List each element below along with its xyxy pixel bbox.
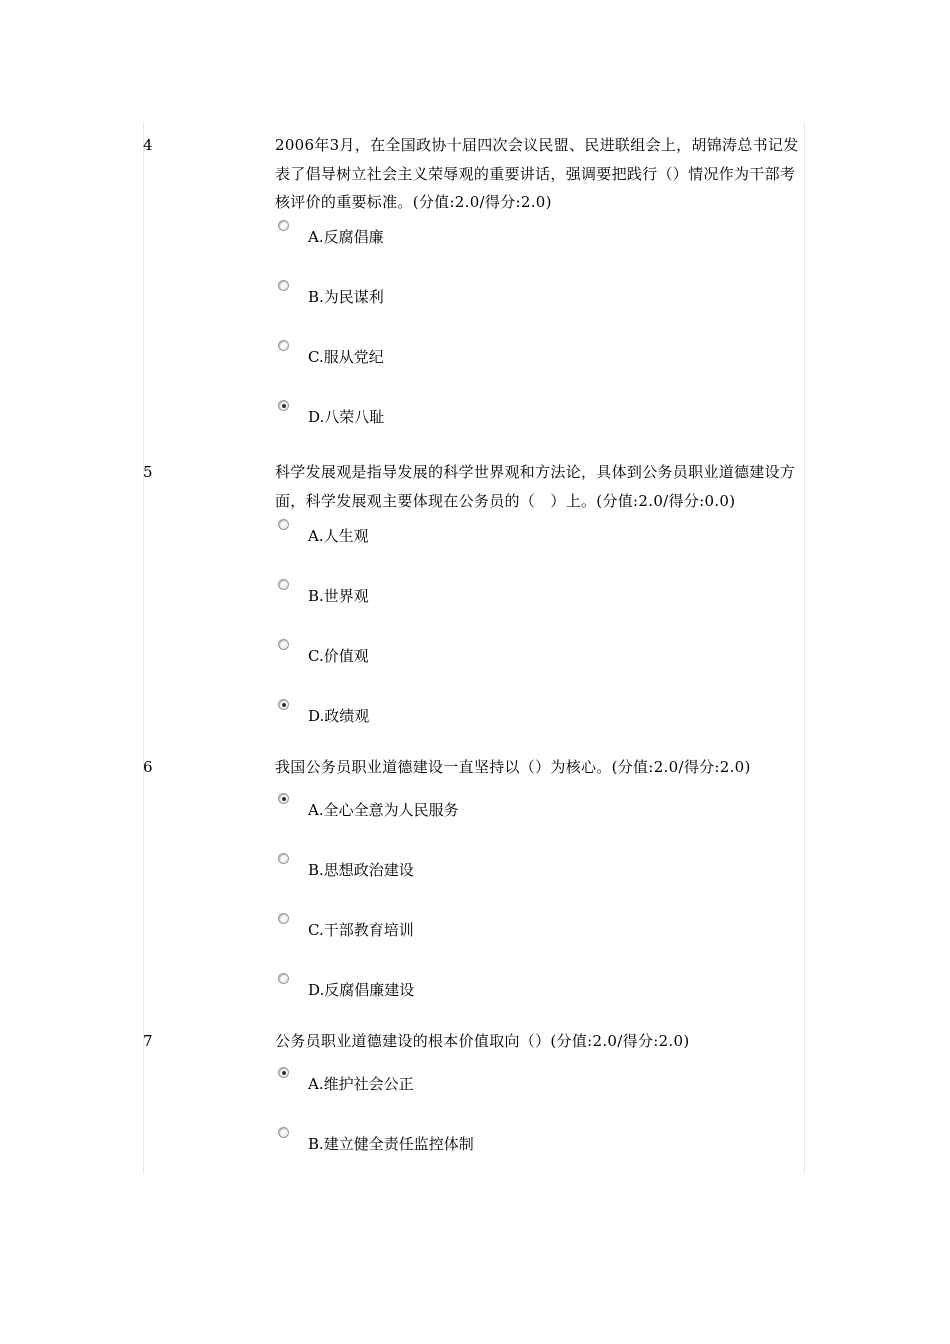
question-text: 2006年3月，在全国政协十届四次会议民盟、民进联组会上，胡锦涛总书记发表了倡导树立社会主义荣辱观的重要讲话，强调要把践行（）情况作为干部考核评价的重要标准。(分值:2.0/得分:2.0) [275, 136, 799, 211]
option-c[interactable] [275, 340, 795, 370]
option-label: B.为民谋利 [308, 288, 384, 306]
option-label: D.政绩观 [308, 707, 370, 725]
option-label: A.反腐倡廉 [308, 228, 384, 246]
option-label: A.全心全意为人民服务 [308, 801, 459, 819]
radio-button[interactable] [278, 519, 289, 530]
radio-button[interactable] [278, 340, 289, 351]
option-a[interactable] [275, 220, 795, 250]
question-text: 我国公务员职业道德建设一直坚持以（）为核心。(分值:2.0/得分:2.0) [275, 758, 751, 776]
radio-button[interactable] [278, 220, 289, 231]
option-b[interactable] [275, 280, 795, 310]
option-label: B.思想政治建设 [308, 861, 414, 879]
option-d[interactable] [275, 400, 795, 430]
option-label: D.反腐倡廉建设 [308, 981, 415, 999]
option-label: A.人生观 [308, 527, 369, 545]
option-b[interactable] [275, 1127, 795, 1157]
option-a[interactable] [275, 519, 795, 549]
option-c[interactable] [275, 913, 795, 943]
option-d[interactable] [275, 973, 795, 1003]
option-label: C.价值观 [308, 647, 369, 665]
option-b[interactable] [275, 853, 795, 883]
option-label: B.建立健全责任监控体制 [308, 1135, 474, 1153]
radio-button[interactable] [278, 1127, 289, 1138]
radio-button[interactable] [278, 579, 289, 590]
option-label: B.世界观 [308, 587, 369, 605]
question-text: 公务员职业道德建设的根本价值取向（）(分值:2.0/得分:2.0) [275, 1032, 690, 1050]
question-number: 5 [143, 463, 153, 481]
option-d[interactable] [275, 699, 795, 729]
question-number: 6 [143, 758, 153, 776]
question-text: 科学发展观是指导发展的科学世界观和方法论，具体到公务员职业道德建设方面，科学发展观主要体现在公务员的（ ）上。(分值:2.0/得分:0.0) [275, 463, 796, 510]
option-a[interactable] [275, 793, 795, 823]
radio-button-selected[interactable] [278, 1067, 289, 1078]
option-b[interactable] [275, 579, 795, 609]
radio-button[interactable] [278, 913, 289, 924]
option-label: C.干部教育培训 [308, 921, 414, 939]
radio-button[interactable] [278, 853, 289, 864]
question-number: 7 [143, 1032, 153, 1050]
option-a[interactable] [275, 1067, 795, 1097]
option-c[interactable] [275, 639, 795, 669]
option-label: D.八荣八耻 [308, 408, 385, 426]
question-number: 4 [143, 136, 153, 154]
radio-button[interactable] [278, 280, 289, 291]
radio-button-selected[interactable] [278, 699, 289, 710]
option-label: C.服从党纪 [308, 348, 384, 366]
radio-button-selected[interactable] [278, 400, 289, 411]
radio-button[interactable] [278, 973, 289, 984]
option-label: A.维护社会公正 [308, 1075, 414, 1093]
radio-button-selected[interactable] [278, 793, 289, 804]
radio-button[interactable] [278, 639, 289, 650]
